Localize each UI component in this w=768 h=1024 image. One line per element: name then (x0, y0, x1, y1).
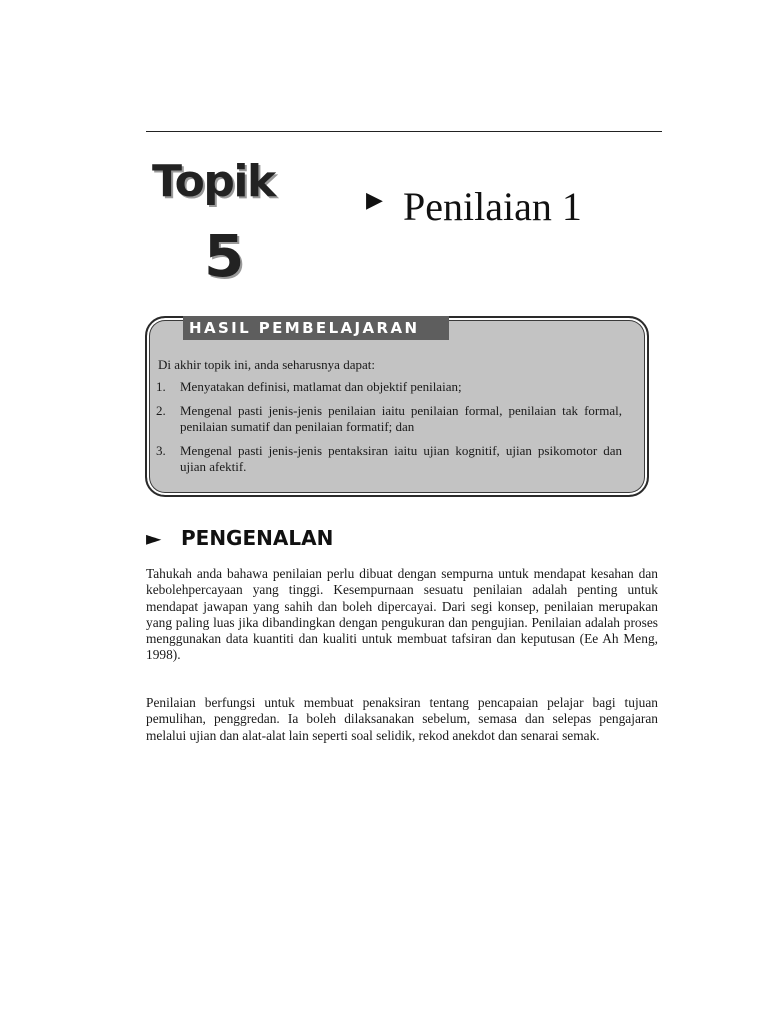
item-text: Mengenal pasti jenis-jenis pentaksiran iaitu ujian kognitif, ujian psikomotor dan ujian afektif. (180, 443, 622, 474)
section-heading: PENGENALAN (181, 526, 334, 550)
item-number: 1. (156, 379, 166, 394)
list-item (156, 443, 622, 475)
paragraph: Tahukah anda bahawa penilaian perlu dibuat dengan sempurna untuk mendapat kesahan dan kebolehpercayaan yang tinggi. Kesempurnaan sesuatu penilaian adalah penting untuk mendapat jawapan yang sahih dan boleh dipercayai. Dari segi konsep, penilaian merupakan yang paling luas jika dibandingkan dengan pengukuran dan pengujian. Penilaian adalah proses menggunakan data kuantiti dan kualiti untuk membuat tafsiran dan keputusan (Ee Ah Meng, 1998). (146, 566, 658, 663)
top-rule (146, 131, 662, 132)
learning-outcomes-header: HASIL PEMBELAJARAN (183, 316, 449, 340)
chapter-title: Penilaian 1 (403, 184, 582, 229)
title-arrow-icon: ▶ (366, 188, 383, 213)
paragraph: Penilaian berfungsi untuk membuat penaksiran tentang pencapaian pelajar bagi tujuan pemulihan, penggredan. Ia boleh dilaksanakan sebelum, semasa dan selepas pengajaran melalui ujian dan alat-alat lain seperti soal selidik, rekod anekdot dan senarai semak. (146, 695, 658, 743)
section-arrow-icon: ► (146, 526, 162, 550)
list-item (156, 379, 622, 395)
learning-outcomes-list (156, 379, 622, 483)
item-text: Menyatakan definisi, matlamat dan objektif penilaian; (180, 379, 462, 394)
learning-outcomes-intro: Di akhir topik ini, anda seharusnya dapat: (158, 357, 375, 372)
item-number: 3. (156, 443, 166, 458)
topic-label: Topik (152, 156, 275, 207)
list-item (156, 403, 622, 435)
item-number: 2. (156, 403, 166, 418)
item-text: Mengenal pasti jenis-jenis penilaian iaitu penilaian formal, penilaian tak formal, penilaian sumatif dan penilaian formatif; dan (180, 403, 622, 434)
topic-number: 5 (204, 222, 245, 290)
